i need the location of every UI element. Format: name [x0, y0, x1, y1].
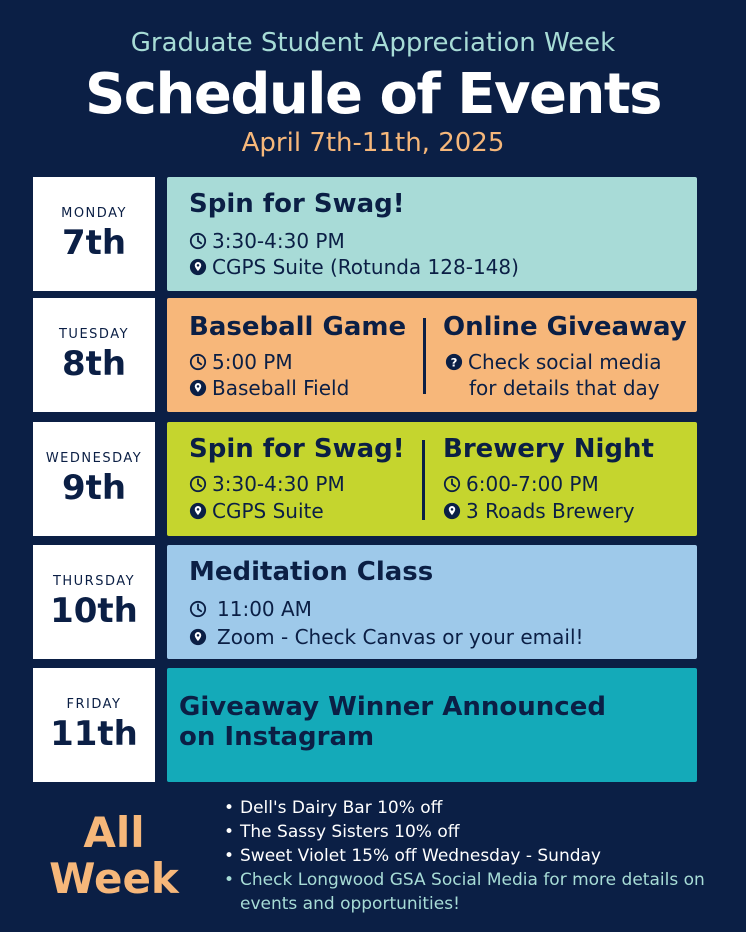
event-time: [443, 472, 599, 496]
event-location-text: 3 Roads Brewery: [466, 499, 635, 523]
event-title-line2: on Instagram: [179, 722, 375, 752]
event-time-text: 6:00-7:00 PM: [466, 472, 599, 496]
day-monday: [33, 177, 155, 291]
day-thursday: [33, 545, 155, 659]
event-time: [189, 229, 345, 253]
all-week-label: [44, 810, 184, 902]
clock-icon: [189, 600, 207, 618]
event-divider: [422, 440, 425, 520]
list-item: • The Sassy Sisters 10% off: [220, 820, 740, 844]
list-item: • Check Longwood GSA Social Media for more details on events and opportunities!: [220, 868, 740, 916]
event-location-text: Baseball Field: [212, 376, 350, 400]
event-location-text: Zoom - Check Canvas or your email!: [217, 625, 584, 649]
list-item: • Sweet Violet 15% off Wednesday - Sunday: [220, 844, 740, 868]
day-number: 10th: [50, 590, 138, 631]
event-divider: [423, 318, 426, 394]
event-title: Meditation Class: [189, 557, 434, 587]
list-item: • Dell's Dairy Bar 10% off: [220, 796, 740, 820]
tuesday-events-card: [167, 298, 697, 412]
day-name: TUESDAY: [58, 326, 130, 342]
day-number: 8th: [61, 343, 127, 384]
clock-icon: [189, 475, 207, 493]
day-wednesday: [33, 422, 155, 536]
page-title: Schedule of Events: [84, 62, 662, 127]
event-location: [189, 376, 349, 400]
event-time-text: 3:30-4:30 PM: [212, 472, 345, 496]
day-name: MONDAY: [61, 205, 127, 221]
day-name: FRIDAY: [66, 696, 122, 712]
event-location: [189, 625, 584, 649]
location-pin-icon: [443, 502, 461, 520]
event-location-text: CGPS Suite (Rotunda 128-148): [212, 255, 519, 279]
event-title: Spin for Swag!: [189, 189, 405, 219]
location-pin-icon: [189, 628, 207, 646]
event-subtitle: Graduate Student Appreciation Week: [130, 28, 616, 58]
day-tuesday: [33, 298, 155, 412]
all-week-list: [220, 796, 740, 916]
all-week-label-line1: All: [83, 808, 145, 857]
event-title: Brewery Night: [443, 434, 654, 464]
event-location: [189, 255, 519, 279]
location-pin-icon: [189, 379, 207, 397]
clock-icon: [189, 232, 207, 250]
event-info: [445, 350, 662, 374]
day-name: WEDNESDAY: [45, 450, 143, 466]
friday-events-card: [167, 668, 697, 782]
event-info-line2: for details that day: [469, 376, 660, 400]
clock-icon: [189, 353, 207, 371]
event-time: [189, 472, 345, 496]
day-friday: [33, 668, 155, 782]
event-location: [189, 499, 324, 523]
event-title-line1: Giveaway Winner Announced: [179, 692, 606, 722]
clock-icon: [443, 475, 461, 493]
event-time-text: 3:30-4:30 PM: [212, 229, 345, 253]
day-number: 7th: [61, 222, 127, 263]
monday-events-card: [167, 177, 697, 291]
day-name: THURSDAY: [52, 573, 136, 589]
event-location-text: CGPS Suite: [212, 499, 324, 523]
event-title: Spin for Swag!: [189, 434, 405, 464]
event-title: Baseball Game: [189, 312, 407, 342]
all-week-label-line2: Week: [49, 854, 179, 903]
question-icon: [445, 353, 463, 371]
wednesday-events-card: [167, 422, 697, 536]
event-title: Online Giveaway: [443, 312, 687, 342]
day-number: 11th: [50, 713, 138, 754]
thursday-events-card: [167, 545, 697, 659]
event-time: [189, 597, 312, 621]
event-location: [443, 499, 635, 523]
event-time-text: 11:00 AM: [217, 597, 312, 621]
event-time-text: 5:00 PM: [212, 350, 293, 374]
location-pin-icon: [189, 258, 207, 276]
location-pin-icon: [189, 502, 207, 520]
event-info-text: Check social media: [468, 350, 662, 374]
event-dates: April 7th-11th, 2025: [241, 128, 505, 158]
day-number: 9th: [61, 467, 127, 508]
event-time: [189, 350, 293, 374]
